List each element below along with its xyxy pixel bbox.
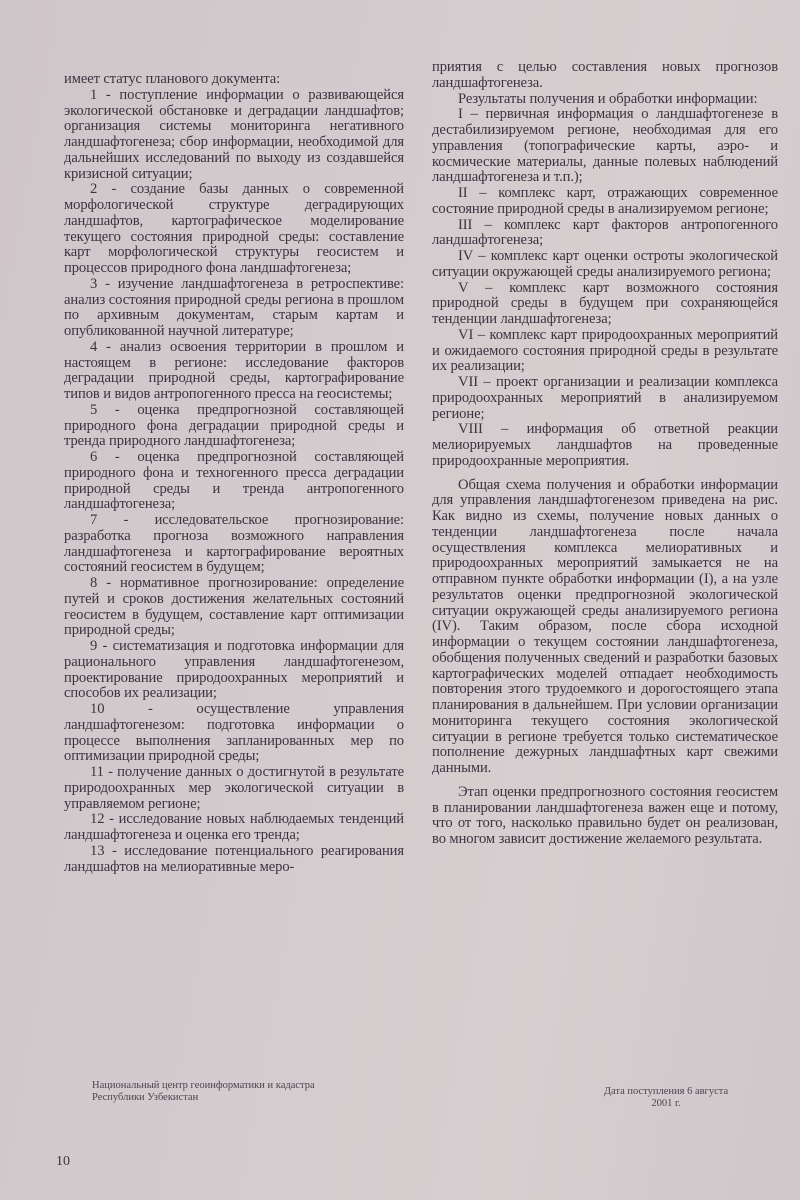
list-item-8: 8 - нормативное прогнозирование: определение путей и сроков достижения желательных состояний геосистем в будущем, составление карт оптимизации природной среды;	[64, 575, 404, 639]
list-item-5: 5 - оценка предпрогнозной составляющей природного фона деградации природной среды и тренда природного ландшафтогенеза;	[64, 401, 404, 450]
list-item-6: 6 - оценка предпрогнозной составляющей природного фона и техногенного пресса деградации природной среды и тренда антропогенного ландшафтогенеза;	[64, 449, 404, 513]
result-item-7: VII – проект организации и реализации комплекса природоохранных мероприятий в анализируемом регионе;	[432, 374, 778, 422]
left-lead: имеет статус планового документа:	[64, 71, 281, 87]
results-heading: Результаты получения и обработки информации:	[458, 90, 758, 107]
result-item-8: VIII – информация об ответной реакции мелиорируемых ландшафтов на проведенные природоохранные мероприятия.	[432, 421, 778, 469]
list-item-2: 2 - создание базы данных о современной морфологической структуре деградирующих ландшафтов, картографическое моделирование текущего состояния природной среды: составление карт морфологической структуры геосистем и процессов природного фона ландшафтогенеза;	[64, 181, 404, 276]
result-item-6: VI – комплекс карт природоохранных мероприятий и ожидаемого состояния природной среды в результате их реализации;	[432, 326, 778, 375]
continuation-text: приятия с целью составления новых прогнозов ландшафтогенеза.	[432, 59, 778, 91]
page-number: 10	[56, 1154, 70, 1169]
body-paragraph-1: Общая схема получения и обработки информации для управления ландшафтогенезом приведена на рис. Как видно из схемы, получение новых данных о тенденции ландшафтогенеза после начала осуществления комплекса мелиоративных и природоохранных мероприятий замыкается не на отправном пункте обработки информации (I), а на узле результатов оценки предпрогнозной экологической ситуации окружающей среды анализируемого региона (IV). Таким образом, после сбора исходной информации о текущем состоянии ландшафтогенеза, обобщения полученных сведений и разработки базовых картографических моделей отпадает необходимость повторения этого трудоемкого и дорогостоящего этапа планирования в дальнейшем. При условии организации мониторинга текущего состояния экологической ситуации в регионе требуется только систематическое пополнение дежурных ландшафтных карт свежими данными.	[432, 476, 778, 776]
list-item-9: 9 - систематизация и подготовка информации для рационального управления ландшафтогенезом, проектирование природоохранных мероприятий и способов их реализации;	[64, 638, 404, 702]
institution-footer: Национальный центр геоинформатики и кадастра Республики Узбекистан	[92, 1080, 315, 1103]
result-item-5: V – комплекс карт возможного состояния природной среды в будущем при сохраняющейся тенденции ландшафтогенеза;	[432, 279, 778, 327]
right-column	[432, 60, 778, 848]
result-item-3: III – комплекс карт факторов антропогенного ландшафтогенеза;	[432, 216, 778, 249]
list-item-7: 7 - исследовательское прогнозирование: разработка прогноза возможного направления ландшафтогенеза и картографирование вероятных состояний геосистем в будущем;	[64, 512, 404, 576]
list-item-3: 3 - изучение ландшафтогенеза в ретроспективе: анализ состояния природной среды региона в прошлом по архивным документам, старым картам и опубликованной научной литературе;	[64, 275, 404, 339]
result-item-4: IV – комплекс карт оценки остроты экологической ситуации окружающей среды анализируемого региона;	[432, 248, 778, 280]
body-paragraph-2: Этап оценки предпрогнозного состояния геосистем в планировании ландшафтогенеза важен еще и потому, что от того, насколько правильно будет он реализован, во многом зависит достижение желаемого результата.	[432, 783, 778, 847]
list-item-11: 11 - получение данных о достигнутой в результате природоохранных мер экологической ситуации в управляемом регионе;	[64, 764, 404, 812]
received-date-footer: Дата поступления 6 августа 2001 г.	[603, 1086, 729, 1109]
list-item-13: 13 - исследование потенциального реагирования ландшафтов на мелиоративные меро-	[64, 842, 404, 875]
list-item-4: 4 - анализ освоения территории в прошлом и настоящем в регионе: исследование факторов деградации природной среды, картографирование типов и видов антропогенного пресса на геосистемы;	[64, 338, 404, 402]
list-item-10: 10 - осуществление управления ландшафтогенезом: подготовка информации о процессе выполнения запланированных мер по оптимизации природной среды;	[64, 701, 404, 765]
result-item-2: II – комплекс карт, отражающих современное состояние природной среды в анализируемом регионе;	[432, 185, 778, 217]
list-item-1: 1 - поступление информации о развивающейся экологической обстановке и деградации ландшафтов; организация системы мониторинга негативного ландшафтогенеза; сбор информации, необходимой для дальнейших исследований по выходу из создавшейся кризисной ситуации;	[64, 86, 404, 182]
left-column	[64, 72, 404, 875]
result-item-1: I – первичная информация о ландшафтогенезе в дестабилизируемом регионе, необходимая для его управления (топографические карты, аэро- и космические материалы, данные полевых наблюдений ландшафтогенеза и т.п.);	[432, 106, 778, 186]
list-item-12: 12 - исследование новых наблюдаемых тенденций ландшафтогенеза и оценка его тренда;	[64, 811, 404, 843]
